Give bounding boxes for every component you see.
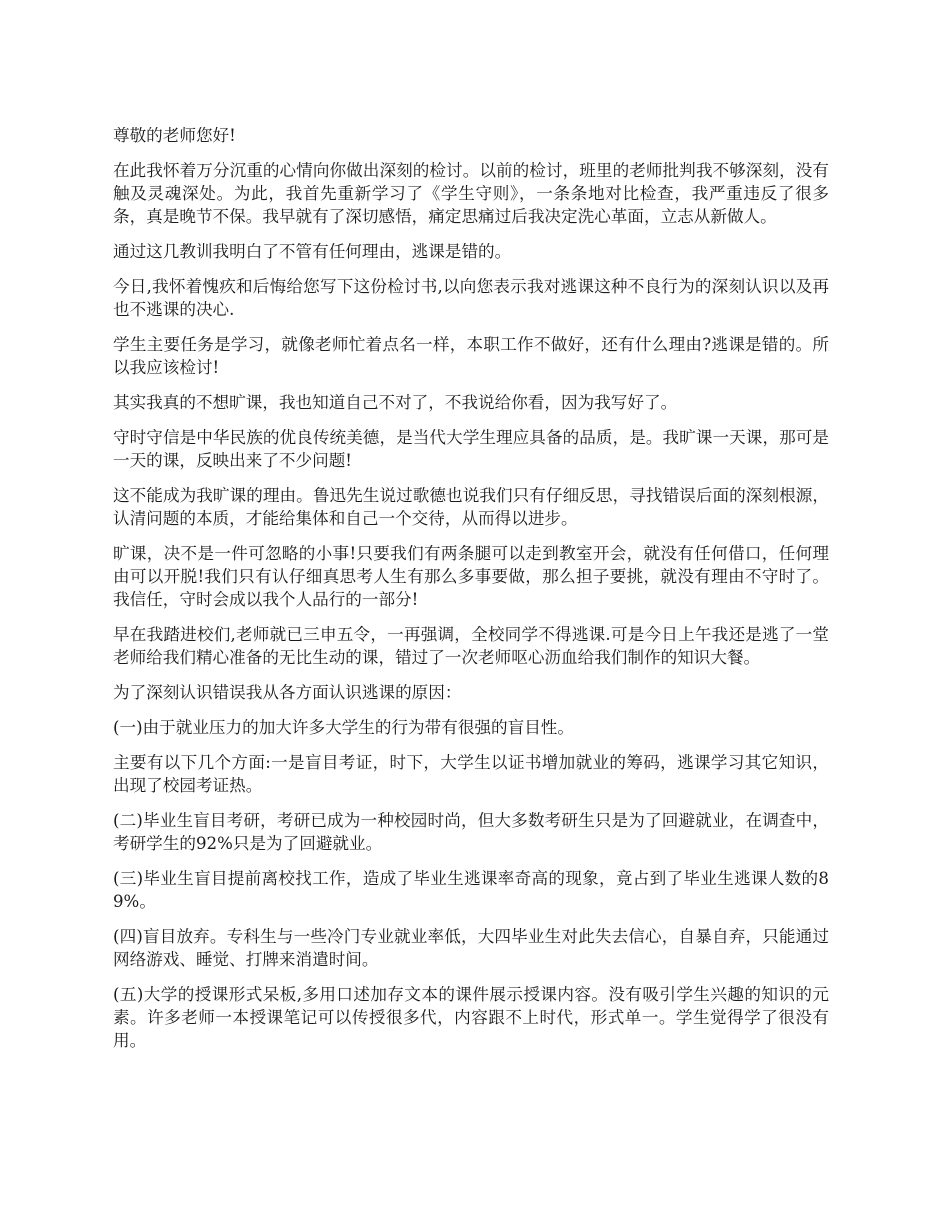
paragraph: 其实我真的不想旷课，我也知道自己不对了，不我说给你看，因为我写好了。 (113, 393, 678, 412)
list-item-reason-4: (四)盲目放弃。专科生与一些冷门专业就业率低，大四毕业生对此失去信心，自暴自弃，只能通过网络游戏、睡觉、打牌来消遣时间。 (113, 927, 829, 969)
paragraph: 守时守信是中华民族的优良传统美德，是当代大学生理应具备的品质，是。我旷课一天课，那可是一天的课，反映出来了不少问题! (113, 428, 829, 470)
paragraph: 这不能成为我旷课的理由。鲁迅先生说过歌德也说我们只有仔细反思，寻找错误后面的深刻根源，认清问题的本质，才能给集体和自己一个交待，从而得以进步。 (113, 486, 829, 528)
paragraph: 旷课，决不是一件可忽略的小事!只要我们有两条腿可以走到教室开会，就没有任何借口，任何理由可以开脱!我们只有认仔细真思考人生有那么多事要做，那么担子要挑，就没有理由不守时了。我信任，守时会成以我个人品行的一部分! (113, 544, 829, 609)
paragraph-greeting: 尊敬的老师您好! (113, 126, 236, 145)
paragraph: 学生主要任务是学习，就像老师忙着点名一样，本职工作不做好，还有什么理由?逃课是错的。所以我应该检讨! (113, 335, 829, 377)
paragraph: 通过这几教训我明白了不管有任何理由，逃课是错的。 (113, 242, 512, 261)
paragraph: 为了深刻认识错误我从各方面认识逃课的原因： (113, 683, 462, 702)
list-item-reason-3: (三)毕业生盲目提前离校找工作，造成了毕业生逃课率奇高的现象，竟占到了毕业生逃课人数的89%。 (113, 869, 829, 911)
paragraph: 今日,我怀着愧疚和后悔给您写下这份检讨书,以向您表示我对逃课这种不良行为的深刻认识以及再也不逃课的决心. (113, 277, 829, 319)
list-item-reason-5: (五)大学的授课形式呆板,多用口述加存文本的课件展示授课内容。没有吸引学生兴趣的知识的元素。许多老师一本授课笔记可以传授很多代，内容跟不上时代，形式单一。学生觉得学了很没有用。 (113, 985, 829, 1050)
list-item-reason-2: (二)毕业生盲目考研，考研已成为一种校园时尚，但大多数考研生只是为了回避就业，在调查中，考研学生的92%只是为了回避就业。 (113, 811, 829, 853)
paragraph: 早在我踏进校们,老师就已三申五令，一再强调，全校同学不得逃课.可是今日上午我还是逃了一堂老师给我们精心准备的无比生动的课，错过了一次老师呕心沥血给我们制作的知识大餐。 (113, 625, 829, 667)
paragraph: 在此我怀着万分沉重的心情向你做出深刻的检讨。以前的检讨，班里的老师批判我不够深刻，没有触及灵魂深处。为此，我首先重新学习了《学生守则》，一条条地对比检查，我严重违反了很多条，真是晚节不保。我早就有了深切感悟，痛定思痛过后我决定洗心革面，立志从新做人。 (113, 161, 829, 226)
document-body (113, 124, 829, 1064)
paragraph: 主要有以下几个方面:一是盲目考证，时下，大学生以证书增加就业的筹码，逃课学习其它知识，出现了校园考证热。 (113, 753, 829, 795)
list-item-reason-1: (一)由于就业压力的加大许多大学生的行为带有很强的盲目性。 (113, 718, 574, 737)
